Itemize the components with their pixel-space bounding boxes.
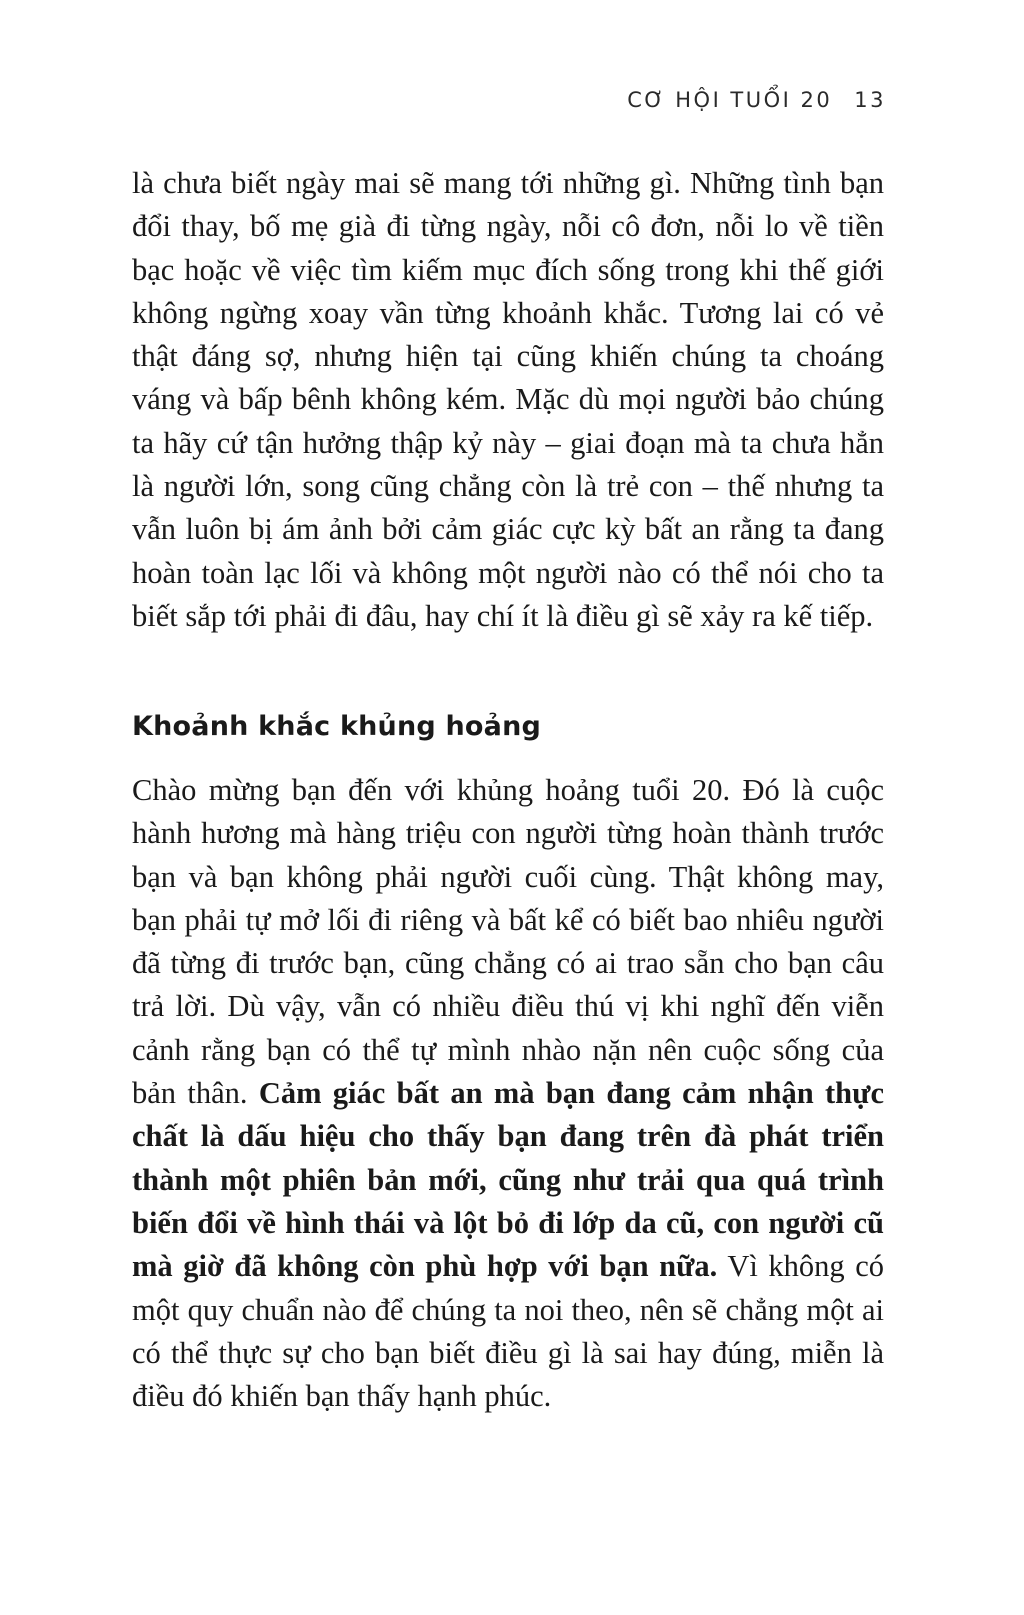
running-header	[627, 88, 886, 112]
section-heading: Khoảnh khắc khủng hoảng	[132, 711, 542, 742]
body-paragraph-1: là chưa biết ngày mai sẽ mang tới những gì. Những tình bạn đổi thay, bố mẹ già đi từng ngày, nỗi cô đơn, nỗi lo về tiền bạc hoặc về việc tìm kiếm mục đích sống trong khi thế giới không ngừng xoay vần từng khoảnh khắc. Tương lai có vẻ thật đáng sợ, nhưng hiện tại cũng khiến chúng ta choáng váng và bấp bênh không kém. Mặc dù mọi người bảo chúng ta hãy cứ tận hưởng thập kỷ này – giai đoạn mà ta chưa hẳn là người lớn, song cũng chẳng còn là trẻ con – thế nhưng ta vẫn luôn bị ám ảnh bởi cảm giác cực kỳ bất an rằng ta đang hoàn toàn lạc lối và không một người nào có thể nói cho ta biết sắp tới phải đi đâu, hay chí ít là điều gì sẽ xảy ra kế tiếp.	[132, 166, 884, 633]
page-number: 13	[854, 88, 886, 112]
paragraph-2-bold-emphasis: Cảm giác bất an mà bạn đang cảm nhận thực chất là dấu hiệu cho thấy bạn đang trên đà phát triển thành một phiên bản mới, cũng như trải qua quá trình biến đổi về hình thái và lột bỏ đi lớp da cũ, con người cũ mà giờ đã không còn phù hợp với bạn nữa.	[132, 1076, 884, 1284]
paragraph-2-end: Vì không có một quy chuẩn nào để chúng ta noi theo, nên sẽ chẳng một ai có thể thực sự cho bạn biết điều gì là sai hay đúng, miễn là điều đó khiến bạn thấy hạnh phúc.	[132, 1249, 884, 1414]
body-paragraph-2	[132, 769, 884, 1418]
running-title: CƠ HỘI TUỔI 20	[627, 88, 833, 112]
paragraph-2-start: Chào mừng bạn đến với khủng hoảng tuổi 20. Đó là cuộc hành hương mà hàng triệu con người từng hoàn thành trước bạn và bạn không phải người cuối cùng. Thật không may, bạn phải tự mở lối đi riêng và bất kể có biết bao nhiêu người đã từng đi trước bạn, cũng chẳng có ai trao sẵn cho bạn câu trả lời. Dù vậy, vẫn có nhiều điều thú vị khi nghĩ đến viễn cảnh rằng bạn có thể tự mình nhào nặn nên cuộc sống của bản thân.	[132, 773, 884, 1111]
